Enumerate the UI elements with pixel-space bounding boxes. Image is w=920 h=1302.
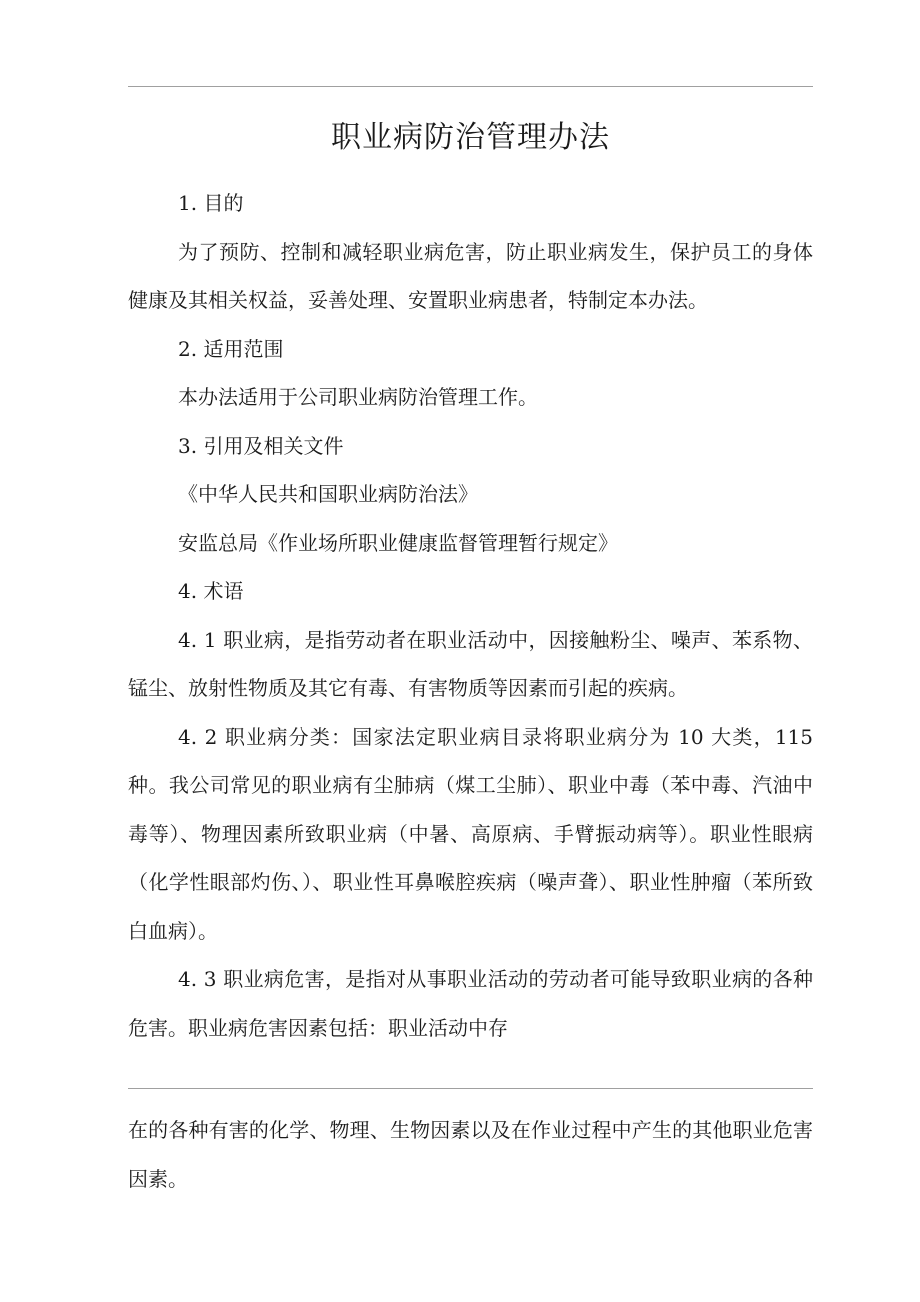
- term-disease-classification: 4. 2 职业病分类：国家法定职业病目录将职业病分为 10 大类，115 种。我公司常见的职业病有尘肺病（煤工尘肺）、职业中毒（苯中毒、汽油中毒等）、物理因素所致职业病（中暑、高原病、手臂振动病等）。职业性眼病（化学性眼部灼伤、）、职业性耳鼻喉腔疾病（噪声聋）、职业性肿瘤（苯所致白血病）。: [128, 724, 813, 943]
- paragraph-purpose: 为了预防、控制和减轻职业病危害，防止职业病发生，保护员工的身体健康及其相关权益，妥善处理、安置职业病患者，特制定本办法。: [128, 239, 813, 312]
- paragraph-scope: 本办法适用于公司职业病防治管理工作。: [178, 385, 538, 409]
- page-break-divider: [128, 1088, 813, 1089]
- reference-regulation: 安监总局《作业场所职业健康监督管理暂行规定》: [178, 530, 618, 555]
- heading-purpose: 1. 目的: [178, 191, 244, 215]
- heading-scope: 2. 适用范围: [178, 336, 284, 361]
- document-title: 职业病防治管理办法: [331, 120, 610, 155]
- heading-references: 3. 引用及相关文件: [178, 433, 344, 458]
- continuation-paragraph: 在的各种有害的化学、物理、生物因素以及在作业过程中产生的其他职业危害因素。: [128, 1118, 813, 1191]
- top-divider: [128, 86, 813, 87]
- reference-law: 《中华人民共和国职业病防治法》: [178, 482, 478, 506]
- document-body: [128, 179, 813, 1052]
- heading-terms: 4. 术语: [178, 579, 244, 603]
- term-occupational-hazard: 4. 3 职业病危害，是指对从事职业活动的劳动者可能导致职业病的各种危害。职业病危害因素包括：职业活动中存: [128, 967, 813, 1040]
- continuation-body: [128, 1106, 813, 1203]
- term-occupational-disease: 4. 1 职业病，是指劳动者在职业活动中，因接触粉尘、噪声、苯系物、锰尘、放射性物质及其它有毒、有害物质等因素而引起的疾病。: [128, 627, 813, 700]
